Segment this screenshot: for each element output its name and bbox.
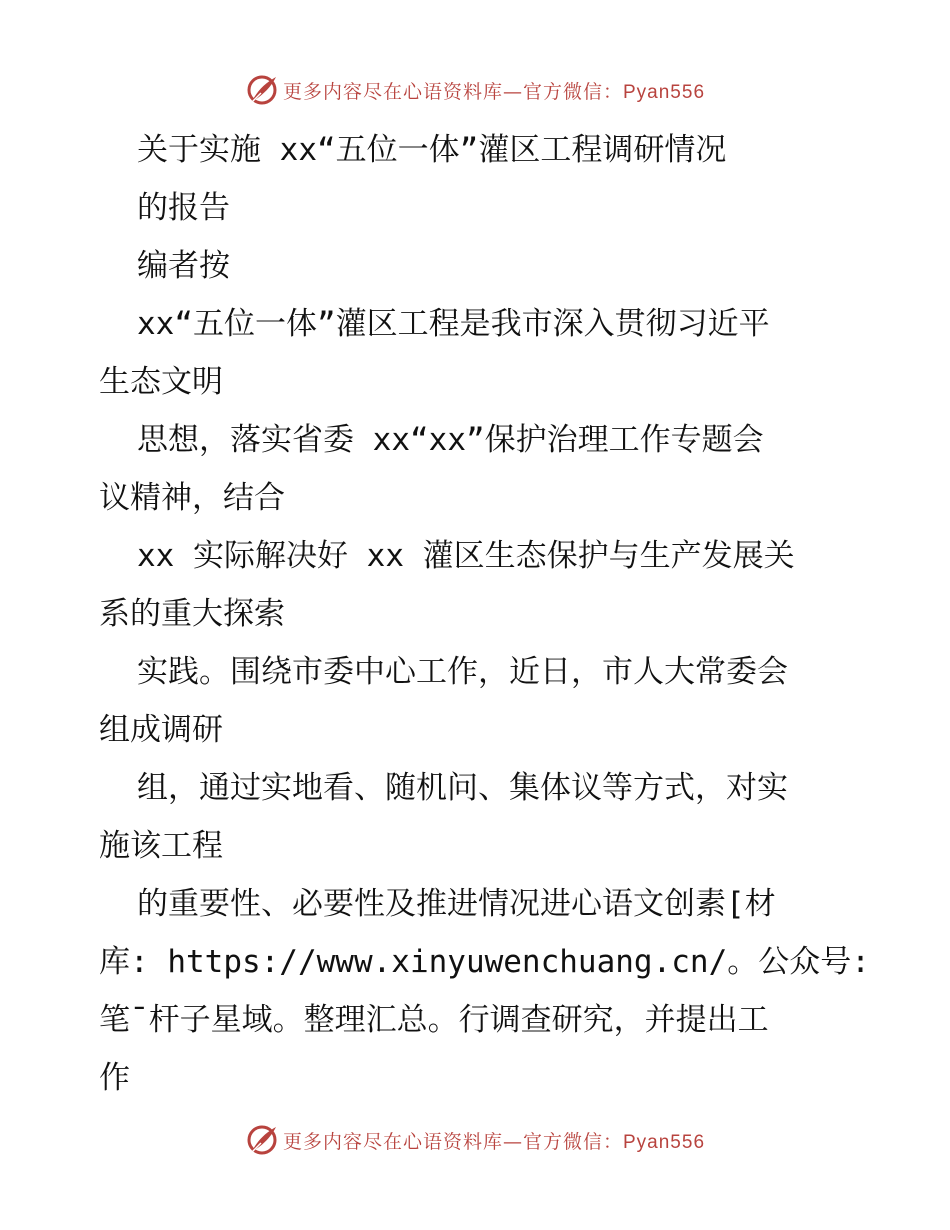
- paragraph-line: xx 实际解决好 xx 灌区生态保护与生产发展关: [137, 538, 795, 574]
- paragraph-line: 生态文明: [99, 364, 223, 400]
- paragraph-line: 作: [99, 1060, 130, 1096]
- paragraph-line: 思想，落实省委 xx“xx”保护治理工作专题会: [137, 422, 764, 458]
- document-title-line-1: 关于实施 xx“五位一体”灌区工程调研情况: [137, 132, 727, 168]
- paragraph-line: xx“五位一体”灌区工程是我市深入贯彻习近平: [137, 306, 770, 342]
- paragraph-line: 施该工程: [99, 828, 223, 864]
- document-title-line-2: 的报告: [137, 190, 230, 226]
- paragraph-line: 的重要性、必要性及推进情况进心语文创素[材: [137, 886, 776, 922]
- paragraph-line: 组成调研: [99, 712, 223, 748]
- paragraph-line: 实践。围绕市委中心工作，近日，市人大常委会: [137, 654, 788, 690]
- feather-pen-logo-icon: [245, 1123, 279, 1157]
- feather-pen-logo-icon: [245, 73, 279, 107]
- watermark-text: 更多内容尽在心语资料库—官方微信：Pyan556: [282, 80, 706, 103]
- watermark-text: 更多内容尽在心语资料库—官方微信：Pyan556: [282, 1130, 706, 1153]
- editor-note-heading: 编者按: [137, 248, 230, 284]
- paragraph-line: 组，通过实地看、随机问、集体议等方式，对实: [137, 770, 788, 806]
- paragraph-line: 笔¯杆子星域。整理汇总。行调查研究，并提出工: [99, 1002, 769, 1038]
- paragraph-line: 系的重大探索: [99, 596, 285, 632]
- watermark-banner-bottom: [0, 1120, 950, 1160]
- watermark-banner-top: [0, 70, 950, 110]
- paragraph-line: 议精神，结合: [99, 480, 285, 516]
- paragraph-line: 库: https://www.xinyuwenchuang.cn/。公众号:: [99, 944, 870, 980]
